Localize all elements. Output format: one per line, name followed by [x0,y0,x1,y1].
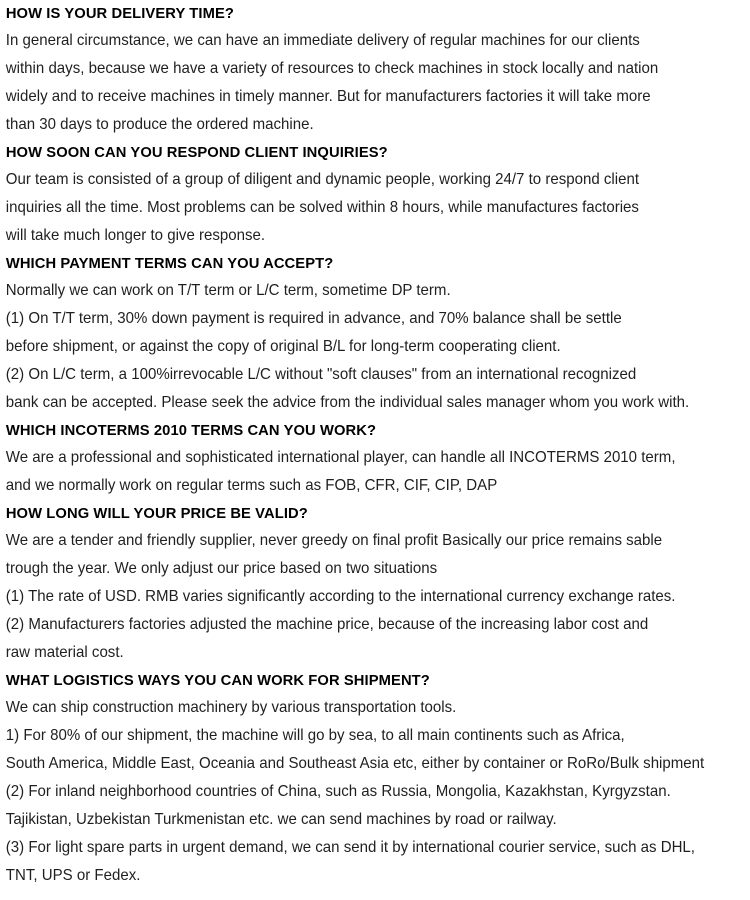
faq-question: HOW IS YOUR DELIVERY TIME? [5,5,234,22]
faq-answer-line: We are a professional and sophisticated international player, can handle all INCOTERMS 2010 term, [5,449,676,466]
faq-answer-line: Tajikistan, Uzbekistan Turkmenistan etc. we can send machines by road or railway. [5,811,557,828]
faq-answer-line: We are a tender and friendly supplier, never greedy on final profit Basically our price remains sable [5,532,663,549]
faq-question: WHICH PAYMENT TERMS CAN YOU ACCEPT? [5,255,334,272]
faq-answer [0,444,750,500]
faq-answer-line: (2) Manufacturers factories adjusted the machine price, because of the increasing labor cost and [5,616,649,633]
faq-section [0,250,750,417]
faq-answer-line: We can ship construction machinery by various transportation tools. [5,699,457,716]
faq-answer-line: widely and to receive machines in timely manner. But for manufacturers factories it will take more [5,88,651,105]
faq-answer [0,27,750,139]
faq-answer-line: inquiries all the time. Most problems can be solved within 8 hours, while manufactures factories [5,199,639,216]
faq-answer-line: South America, Middle East, Oceania and Southeast Asia etc, either by container or RoRo/Bulk shipment [5,755,705,772]
faq-answer [0,694,750,890]
faq-answer-line: TNT, UPS or Fedex. [5,867,141,884]
faq-answer-line: Normally we can work on T/T term or L/C term, sometime DP term. [5,282,451,299]
faq-answer-line: and we normally work on regular terms such as FOB, CFR, CIF, CIP, DAP [5,477,498,494]
faq-section [0,500,750,667]
faq-answer-line: raw material cost. [5,644,124,661]
faq-answer-line: before shipment, or against the copy of original B/L for long-term cooperating client. [5,338,561,355]
faq-question: WHICH INCOTERMS 2010 TERMS CAN YOU WORK? [5,422,377,439]
faq-section [0,417,750,500]
faq-answer-line: bank can be accepted. Please seek the advice from the individual sales manager whom you work with. [5,394,690,411]
faq-section [0,139,750,250]
faq-answer-line: will take much longer to give response. [5,227,266,244]
faq-answer-line: In general circumstance, we can have an immediate delivery of regular machines for our clients [5,32,640,49]
faq-section [0,667,750,890]
faq-answer-line: (1) On T/T term, 30% down payment is required in advance, and 70% balance shall be settle [5,310,622,327]
faq-answer-line: (3) For light spare parts in urgent demand, we can send it by international courier service, such as DHL, [5,839,695,856]
faq-question: HOW LONG WILL YOUR PRICE BE VALID? [5,505,308,522]
faq-answer-line: (2) On L/C term, a 100%irrevocable L/C without "soft clauses" from an international recognized [5,366,637,383]
faq-answer-line: 1) For 80% of our shipment, the machine will go by sea, to all main continents such as Africa, [5,727,625,744]
faq-answer-line: (2) For inland neighborhood countries of China, such as Russia, Mongolia, Kazakhstan, Kyrgyzstan. [5,783,671,800]
faq-answer-line: (1) The rate of USD. RMB varies significantly according to the international currency exchange rates. [5,588,676,605]
faq-section [0,0,750,139]
faq-question: WHAT LOGISTICS WAYS YOU CAN WORK FOR SHIPMENT? [5,672,430,689]
faq-answer-line: than 30 days to produce the ordered machine. [5,116,314,133]
faq-answer-line: Our team is consisted of a group of diligent and dynamic people, working 24/7 to respond client [5,171,640,188]
faq-question: HOW SOON CAN YOU RESPOND CLIENT INQUIRIES? [5,144,388,161]
faq-answer [0,277,750,417]
faq-answer-line: within days, because we have a variety of resources to check machines in stock locally and nation [5,60,659,77]
faq-answer-line: trough the year. We only adjust our price based on two situations [5,560,438,577]
faq-answer [0,166,750,250]
faq-answer [0,527,750,667]
